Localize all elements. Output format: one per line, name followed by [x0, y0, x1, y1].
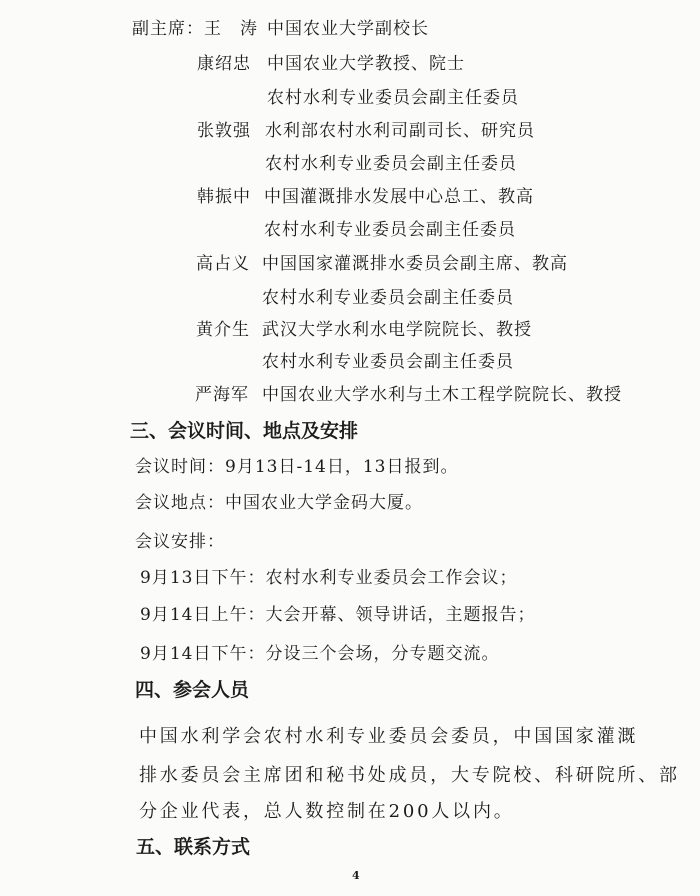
member-name: 高占义 [196, 254, 250, 274]
section-heading: 四、参会人员 [135, 679, 250, 701]
section-heading: 三、会议时间、地点及安排 [130, 420, 359, 442]
member-name: 王 涛 [204, 19, 258, 39]
page-number: 4 [352, 869, 360, 882]
member-title: 中国农业大学副校长 [267, 19, 429, 39]
attendee-paragraph-line: 排水委员会主席团和秘书处成员，大专院校、科研院所、部 [139, 765, 680, 786]
schedule-item: 9月13日下午：农村水利专业委员会工作会议； [140, 568, 518, 588]
member-title: 农村水利专业委员会副主任委员 [265, 154, 517, 174]
member-title: 农村水利专业委员会副主任委员 [267, 88, 519, 108]
meeting-location: 会议地点：中国农业大学金码大厦。 [135, 493, 423, 513]
member-name: 康绍忠 [197, 54, 251, 74]
member-title: 水利部农村水利司副司长、研究员 [265, 121, 535, 141]
section-heading: 五、联系方式 [136, 836, 251, 858]
schedule-item: 9月14日下午：分设三个会场，分专题交流。 [140, 644, 500, 664]
member-name: 严海军 [195, 385, 249, 405]
attendee-paragraph-line: 分企业代表，总人数控制在200人以内。 [139, 801, 515, 822]
meeting-time: 会议时间：9月13日-14日，13日报到。 [135, 457, 459, 477]
member-title: 农村水利专业委员会副主任委员 [262, 288, 514, 308]
member-name: 张敦强 [197, 121, 251, 141]
member-title: 中国农业大学教授、院士 [267, 54, 465, 74]
role-label: 副主席： [132, 19, 204, 39]
member-title: 农村水利专业委员会副主任委员 [262, 352, 514, 372]
meeting-schedule-label: 会议安排： [135, 532, 225, 552]
member-title: 中国灌溉排水发展中心总工、教高 [264, 187, 534, 207]
attendee-paragraph-line: 中国水利学会农村水利专业委员会委员，中国国家灌溉 [139, 726, 639, 747]
member-title: 中国国家灌溉排水委员会副主席、教高 [262, 254, 568, 274]
member-title: 中国农业大学水利与土木工程学院院长、教授 [262, 385, 622, 405]
member-name: 韩振中 [197, 187, 251, 207]
member-title: 武汉大学水利水电学院院长、教授 [262, 320, 532, 340]
member-title: 农村水利专业委员会副主任委员 [264, 220, 516, 240]
member-name: 黄介生 [196, 320, 250, 340]
schedule-item: 9月14日上午：大会开幕、领导讲话，主题报告； [140, 605, 536, 625]
